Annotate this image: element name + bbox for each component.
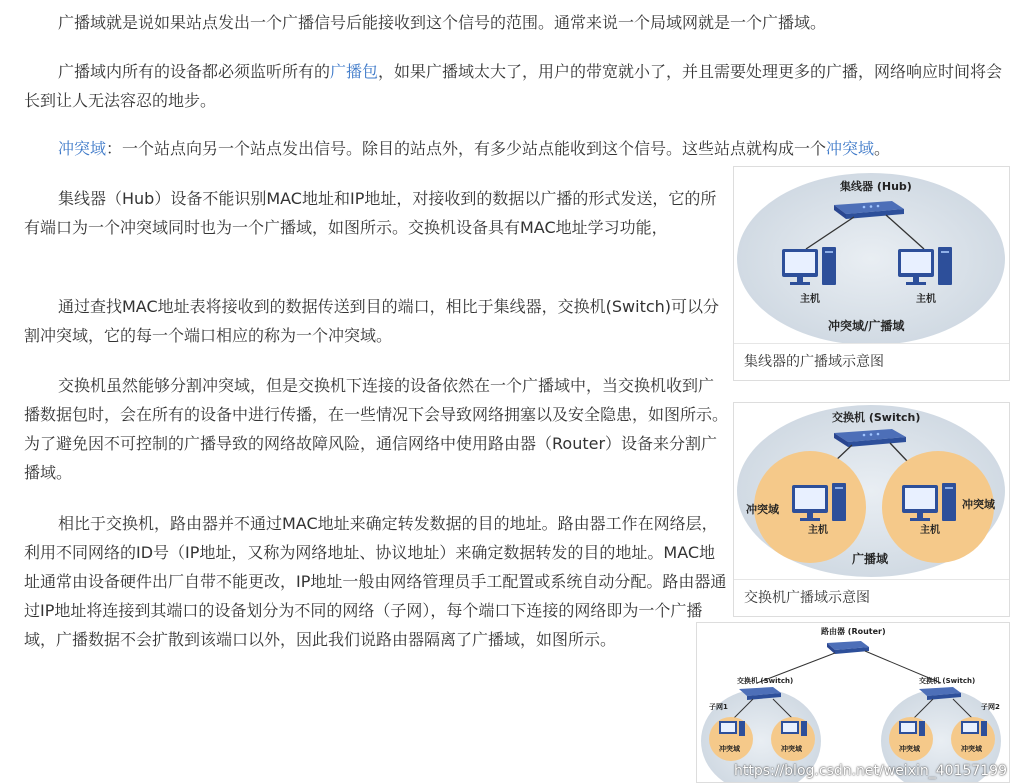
router-diagram xyxy=(697,623,1009,782)
paragraph-collision-domain-def xyxy=(24,134,1014,163)
p2-text-before: 广播域内所有的设备都必须监听所有的 xyxy=(58,62,331,81)
link-broadcast-packet[interactable]: 广播包 xyxy=(330,62,379,81)
host-label-right: 主机 xyxy=(916,294,936,305)
domain-label: 广播域 xyxy=(852,552,889,566)
paragraph-switch-broadcast: 交换机虽然能够分割冲突域，但是交换机下连接的设备依然在一个广播域中，当交换机收到广播数据包时，会在所有的设备中进行传播，在一些情况下会导致网络拥塞以及安全隐患，如图所示。为了避免因不可控制的广播导致的网络故障风险，通信网络中使用路由器（Router）设备来分割广播域。 xyxy=(24,376,729,482)
host-label-right: 主机 xyxy=(920,525,940,536)
collision-label-right: 冲突域 xyxy=(962,498,995,511)
hub-label: 集线器 (Hub) xyxy=(840,180,912,193)
paragraph-broadcast-domain-def: 广播域就是说如果站点发出一个广播信号后能接收到这个信号的范围。通常来说一个局域网就是一个广播域。 xyxy=(58,13,827,32)
subnet-label-right: 子网2 xyxy=(981,703,1000,711)
paragraph-broadcast-packet xyxy=(24,57,1004,115)
domain-label: 冲突域/广播域 xyxy=(828,319,905,333)
paragraph-router: 相比于交换机，路由器并不通过MAC地址来确定转发数据的目的地址。路由器工作在网络层，利用不同网络的ID号（IP地址，又称为网络地址、协议地址）来确定数据转发的目的地址。MAC地址通常由设备硬件出厂自带不能更改，IP地址一般由网络管理员手工配置或系统自动分配。路由器通过IP地址将连接到其端口的设备划分为不同的网络（子网），每个端口下连接的网络即为一个广播域，广播数据不会扩散到该端口以外，因此我们说路由器隔离了广播域，如图所示。 xyxy=(24,514,727,649)
figure-caption: 集线器的广播域示意图 xyxy=(734,343,1009,380)
link-collision-domain-2[interactable]: 冲突域 xyxy=(826,139,875,158)
paragraph-hub: 集线器（Hub）设备不能识别MAC地址和IP地址，对接收到的数据以广播的形式发送，它的所有端口为一个冲突域同时也为一个广播域，如图所示。交换机设备具有MAC地址学习功能， xyxy=(24,189,717,237)
paragraph-switch-mac: 通过查找MAC地址表将接收到的数据传送到目的端口，相比于集线器，交换机(Switch)可以分割冲突域，它的每一个端口相应的称为一个冲突域。 xyxy=(24,297,720,345)
computer-icon xyxy=(961,721,987,736)
collision-label-1: 冲突域 xyxy=(719,745,740,753)
router-icon xyxy=(827,641,869,654)
switch-label-right: 交换机 (Switch) xyxy=(919,677,976,685)
link-collision-domain[interactable]: 冲突域 xyxy=(58,139,107,158)
switch-label: 交换机 (Switch) xyxy=(832,411,921,424)
host-label-left: 主机 xyxy=(800,294,820,305)
figure-caption: 交换机广播域示意图 xyxy=(734,579,1009,616)
collision-label-3: 冲突域 xyxy=(899,745,920,753)
host-label-left: 主机 xyxy=(808,525,828,536)
figure-switch-broadcast-domain xyxy=(733,402,1010,617)
collision-label-2: 冲突域 xyxy=(781,745,802,753)
collision-label-left: 冲突域 xyxy=(746,503,779,516)
router-label: 路由器 (Router) xyxy=(821,627,886,636)
figure-router-broadcast-domain xyxy=(696,622,1010,783)
computer-icon xyxy=(899,721,925,736)
p3-text-end: 。 xyxy=(874,139,891,158)
switch-diagram xyxy=(734,403,1009,581)
p2-text-after: ，如果广播域太大了，用户的带宽就小了，并且需要处理更多的广播，网络响应时间将会长到让人无法容忍的地步。 xyxy=(24,62,1003,110)
subnet-label-left: 子网1 xyxy=(709,703,728,711)
switch-label-left: 交换机 (Switch) xyxy=(737,677,794,685)
figure-hub-broadcast-domain xyxy=(733,166,1010,381)
hub-diagram xyxy=(734,167,1009,345)
watermark: https://blog.csdn.net/weixin_40157199 xyxy=(733,763,1007,779)
computer-icon xyxy=(719,721,745,736)
p3-text-middle: ：一个站点向另一个站点发出信号。除目的站点外，有多少站点能收到这个信号。这些站点就构成一个 xyxy=(106,139,827,158)
collision-label-4: 冲突域 xyxy=(961,745,982,753)
computer-icon xyxy=(781,721,807,736)
